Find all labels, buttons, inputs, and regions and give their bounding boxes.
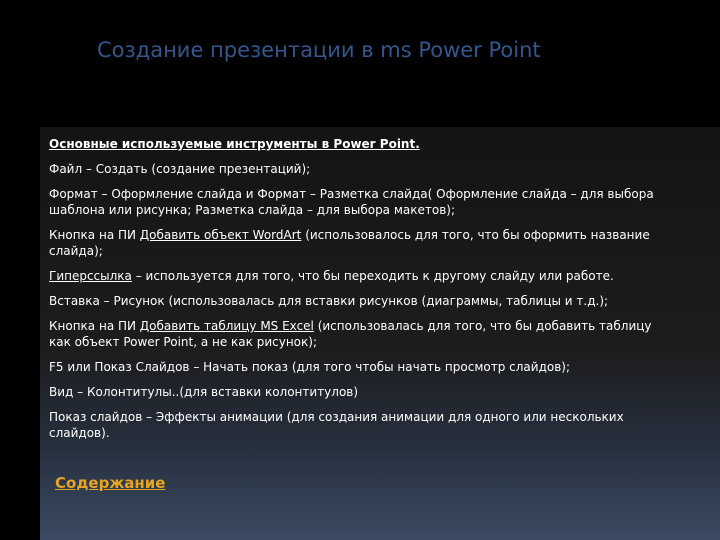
- hyperlink-link[interactable]: Гиперссылка: [49, 269, 132, 283]
- slide-title: Создание презентации в ms Power Point: [97, 38, 541, 62]
- wordart-link[interactable]: Добавить объект WordArt: [139, 228, 302, 242]
- list-item-insert-picture: Вставка – Рисунок (использовалась для вставки рисунков (диаграммы, таблицы и т.д.);: [49, 294, 609, 308]
- list-item-header-footer: Вид – Колонтитулы..(для вставки колонтитулов): [49, 385, 359, 399]
- wordart-prefix: Кнопка на ПИ: [49, 228, 140, 242]
- excel-prefix: Кнопка на ПИ: [49, 319, 140, 333]
- list-item-format: Формат – Оформление слайда и Формат – Разметка слайда( Оформление слайда – для выбора шаблона или рисунка; Разметка слайда – для выбора макетов);: [49, 187, 654, 217]
- excel-suffix: (использовалась для того, что бы добавить таблицу как объект Power Point, а не как рисунок);: [49, 319, 652, 349]
- hyperlink-suffix: – используется для того, что бы переходить к другому слайду или работе.: [131, 269, 614, 283]
- list-item-animation: Показ слайдов – Эффекты анимации (для создания анимации для одного или нескольких слайдов).: [49, 410, 624, 440]
- excel-link[interactable]: Добавить таблицу MS Excel: [139, 319, 314, 333]
- list-item-hyperlink: [49, 268, 664, 284]
- content-text: [49, 136, 664, 450]
- list-item-excel: [49, 318, 664, 350]
- section-heading: Основные используемые инструменты в Power Point.: [49, 137, 420, 151]
- list-item-wordart: [49, 227, 664, 259]
- list-item-f5-show: F5 или Показ Слайдов – Начать показ (для того чтобы начать просмотр слайдов);: [49, 360, 570, 374]
- list-item-file-create: Файл – Создать (создание презентаций);: [49, 162, 311, 176]
- wordart-suffix: (использовалось для того, что бы оформить название слайда);: [49, 228, 650, 258]
- toc-link[interactable]: Содержание: [55, 474, 166, 492]
